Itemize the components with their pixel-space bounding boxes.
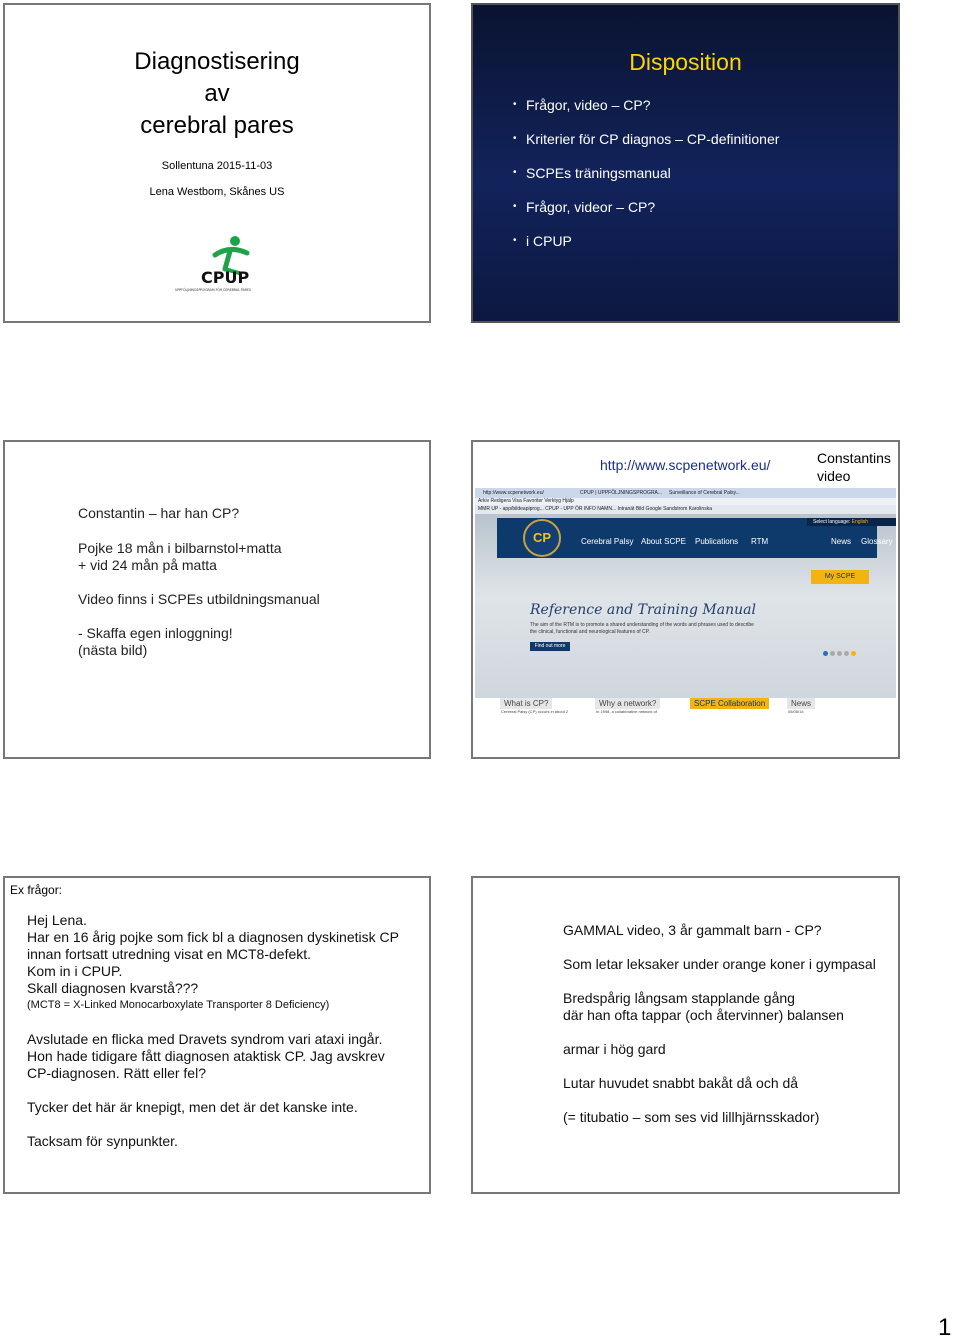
website-url[interactable]: http://www.scpenetwork.eu/ bbox=[600, 457, 771, 473]
slide-heading: Disposition bbox=[629, 49, 742, 75]
text-line: Kom in i CPUP. bbox=[27, 963, 123, 979]
list-item-text: Frågor, videor – CP? bbox=[526, 199, 656, 215]
hero-title: Reference and Training Manual bbox=[530, 602, 756, 618]
list-item bbox=[513, 129, 779, 163]
title-line: av bbox=[204, 80, 230, 107]
bullet-icon: • bbox=[513, 99, 517, 110]
text-line: där han ofta tappar (och återvinner) balansen bbox=[563, 1007, 844, 1023]
text-line: (= titubatio – som ses vid lillhjärnsskador) bbox=[563, 1109, 820, 1125]
my-scpe-button[interactable]: My SCPE bbox=[811, 570, 869, 584]
slide-old-video bbox=[471, 876, 900, 1194]
question-text bbox=[27, 912, 399, 1150]
list-item-text: Frågor, video – CP? bbox=[526, 97, 651, 113]
text-line: Hej Lena. bbox=[27, 912, 87, 928]
bullet-icon: • bbox=[513, 133, 517, 144]
text-line: Skall diagnosen kvarstå??? bbox=[27, 980, 199, 996]
page-number: 1 bbox=[938, 1314, 952, 1341]
caption-line: Constantins bbox=[817, 450, 891, 466]
slide-example-questions bbox=[3, 876, 431, 1194]
text-line: Tycker det här är knepigt, men det är det kanske inte. bbox=[27, 1099, 358, 1115]
tab-scpe-collaboration[interactable]: SCPE Collaboration bbox=[690, 698, 769, 709]
nav-glossary[interactable]: Glossary bbox=[861, 537, 893, 546]
list-item bbox=[513, 197, 779, 231]
cpup-logo bbox=[175, 233, 275, 293]
slide-scpe-website bbox=[471, 440, 900, 759]
nav-about-scpe[interactable]: About SCPE bbox=[641, 537, 686, 546]
language-selector[interactable] bbox=[807, 518, 896, 526]
bullet-icon: • bbox=[513, 235, 517, 246]
text-line: innan fortsatt utredning visat en MCT8-defekt. bbox=[27, 946, 312, 962]
list-item-text: SCPEs träningsmanual bbox=[526, 165, 671, 181]
slide-caption bbox=[817, 449, 891, 485]
list-item-text: i CPUP bbox=[526, 233, 572, 249]
caption-line: video bbox=[817, 468, 851, 484]
site-navbar bbox=[497, 518, 893, 558]
nav-news[interactable]: News bbox=[831, 537, 852, 546]
carousel-dot[interactable] bbox=[844, 651, 849, 656]
slide-text-line: (nästa bild) bbox=[78, 642, 148, 658]
slide-text-line: - Skaffa egen inloggning! bbox=[78, 625, 233, 641]
list-item bbox=[513, 95, 779, 129]
presentation-date: Sollentuna 2015-11-03 bbox=[161, 160, 273, 172]
slide-text-line: Constantin – har han CP? bbox=[78, 505, 240, 521]
slide-title bbox=[3, 3, 431, 323]
slide-text-line: Video finns i SCPEs utbildningsmanual bbox=[78, 591, 320, 607]
text-line: Bredspårig långsam stapplande gång bbox=[563, 990, 795, 1006]
text-line: Hon hade tidigare fått diagnosen ataktisk CP. Jag avskrev bbox=[27, 1048, 385, 1064]
tab-snippet: Cerebral Palsy (CP) occurs in about 2 bbox=[501, 709, 569, 714]
title-line: cerebral pares bbox=[140, 112, 294, 139]
presentation-title bbox=[5, 46, 429, 142]
carousel-dot[interactable] bbox=[851, 651, 856, 656]
text-line: (MCT8 = X-Linked Monocarboxylate Transporter 8 Deficiency) bbox=[27, 999, 330, 1011]
text-line: Som letar leksaker under orange koner i gympasal bbox=[563, 956, 876, 972]
website-hero bbox=[475, 514, 896, 698]
text-line: Tacksam för synpunkter. bbox=[27, 1133, 178, 1149]
tab-why-a-network[interactable]: Why a network? bbox=[595, 698, 660, 709]
list-item bbox=[513, 231, 779, 265]
tab-what-is-cp[interactable]: What is CP? bbox=[500, 698, 552, 709]
browser-menu[interactable]: Arkiv Redigera Visa Favoriter Verktyg Hjälp bbox=[475, 498, 896, 505]
slide-label: Ex frågor: bbox=[10, 883, 63, 897]
presentation-author: Lena Westbom, Skånes US bbox=[149, 186, 285, 198]
title-line: Diagnostisering bbox=[134, 48, 300, 75]
logo-tagline: UPPFÖLJNINGSPROGRAM FÖR CEREBRAL PARES bbox=[175, 288, 252, 292]
tab-snippet: In 1998, a collaborative network of bbox=[596, 709, 657, 714]
bullet-icon: • bbox=[513, 201, 517, 212]
bullet-list bbox=[513, 95, 779, 265]
find-out-more-button[interactable]: Find out more bbox=[530, 642, 570, 651]
hero-description: The aim of the RTM is to promote a shared understanding of the words and phrases used to describe the clinical, functional and neurological features of CP. bbox=[530, 622, 754, 635]
browser-tab[interactable]: Surveillance of Cerebral Palsy... bbox=[669, 490, 740, 496]
text-line: GAMMAL video, 3 år gammalt barn - CP? bbox=[563, 922, 822, 938]
video-description bbox=[563, 922, 876, 1126]
text-line: Lutar huvudet snabbt bakåt då och då bbox=[563, 1075, 799, 1091]
language-value[interactable]: English bbox=[851, 519, 869, 525]
carousel-dot[interactable] bbox=[837, 651, 842, 656]
carousel-dots[interactable] bbox=[823, 643, 858, 661]
text-line: armar i hög gard bbox=[563, 1041, 666, 1057]
list-item-text: Kriterier för CP diagnos – CP-definitioner bbox=[526, 131, 780, 147]
slide-text-line: Pojke 18 mån i bilbarnstol+matta bbox=[78, 540, 282, 556]
text-line: CP-diagnosen. Rätt eller fel? bbox=[27, 1065, 206, 1081]
browser-titlebar bbox=[475, 488, 896, 498]
address-bar[interactable]: http://www.scpenetwork.eu/ bbox=[483, 490, 544, 496]
nav-cerebral-palsy[interactable]: Cerebral Palsy bbox=[581, 537, 634, 546]
slide-constantin bbox=[3, 440, 431, 759]
logo-text: CPUP bbox=[201, 268, 250, 287]
nav-rtm[interactable]: RTM bbox=[751, 537, 769, 546]
nav-publications[interactable]: Publications bbox=[695, 537, 739, 546]
favorites-bar[interactable]: MMR UP - app/bildeapiprog... CPUP - UPP ÖR INFO NAMN... Intranät Bild Google Sandstrom Karolinska bbox=[475, 505, 896, 514]
browser-tab[interactable]: CPUP | UPPFÖLJNINGSPROGRA... bbox=[580, 490, 663, 496]
carousel-dot[interactable] bbox=[823, 651, 828, 656]
tab-snippet: 05/08/14 bbox=[788, 709, 804, 714]
carousel-dot[interactable] bbox=[830, 651, 835, 656]
bullet-icon: • bbox=[513, 167, 517, 178]
browser-screenshot bbox=[475, 488, 896, 714]
list-item bbox=[513, 163, 779, 197]
scpe-seal-logo: CP bbox=[523, 519, 561, 557]
tab-news[interactable]: News bbox=[787, 698, 815, 709]
slide-text-line: + vid 24 mån på matta bbox=[78, 557, 217, 573]
slide-disposition bbox=[471, 3, 900, 323]
text-line: Avslutade en flicka med Dravets syndrom vari ataxi ingår. bbox=[27, 1031, 383, 1047]
site-feature-tabs bbox=[475, 698, 896, 714]
language-label: Select language: bbox=[813, 519, 851, 525]
text-line: Har en 16 årig pojke som fick bl a diagnosen dyskinetisk CP bbox=[27, 929, 399, 945]
